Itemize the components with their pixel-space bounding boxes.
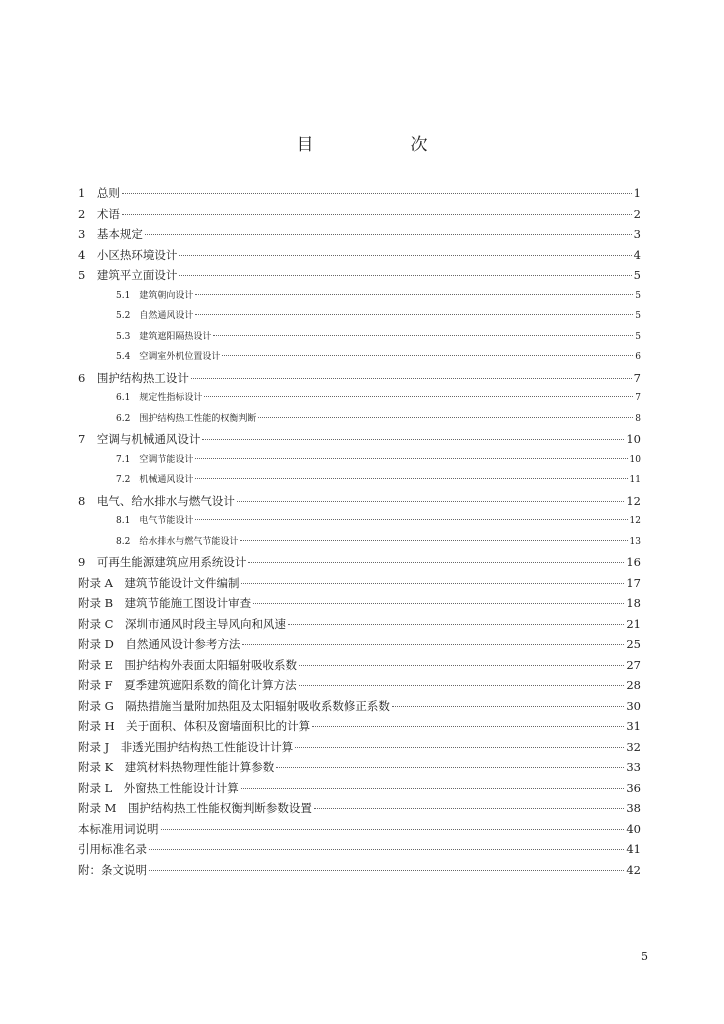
toc-entry[interactable] (78, 388, 641, 409)
toc-entry[interactable] (78, 470, 641, 491)
toc-entry[interactable] (78, 265, 641, 286)
toc-entry-page: 3 (633, 227, 641, 241)
toc-entry-label: 附录 G 隔热措施当量附加热阻及太阳辐射吸收系数修正系数 (78, 698, 390, 713)
dot-leader (299, 685, 625, 686)
dot-leader (195, 519, 627, 520)
dot-leader (314, 808, 624, 809)
toc-entry-page: 2 (633, 206, 641, 221)
dot-leader (288, 624, 624, 625)
toc-entry[interactable] (78, 450, 641, 471)
toc-entry[interactable] (78, 839, 641, 860)
dot-leader (149, 870, 624, 871)
toc-entry[interactable] (78, 245, 641, 266)
toc-entry[interactable] (78, 737, 641, 758)
toc-entry[interactable] (78, 429, 641, 450)
toc-entry-page: 30 (626, 698, 641, 713)
dot-leader (276, 767, 624, 768)
toc-entry-label: 9 可再生能源建筑应用系统设计 (78, 555, 247, 569)
toc-entry[interactable] (78, 532, 641, 553)
toc-entry-label: 5.2 自然通风设计 (116, 311, 194, 321)
dot-leader (145, 234, 632, 235)
toc-entry[interactable] (78, 675, 641, 696)
toc-entry-page: 10 (626, 432, 641, 446)
toc-entry[interactable] (78, 655, 641, 676)
toc-entry[interactable] (78, 306, 641, 327)
page-title: 目 次 (296, 135, 468, 155)
toc-entry[interactable] (78, 860, 641, 881)
toc-entry[interactable] (78, 778, 641, 799)
toc-entry-page: 5 (635, 331, 641, 342)
dot-leader (253, 603, 624, 604)
toc-entry-label: 2 术语 (78, 206, 120, 221)
toc-entry-page: 13 (629, 536, 641, 547)
toc-entry-page: 6 (635, 352, 641, 362)
toc-entry-label: 附录 M 围护结构热工性能权衡判断参数设置 (78, 801, 312, 815)
toc-entry-page: 5 (635, 311, 641, 321)
dot-leader (195, 294, 633, 295)
toc-entry-label: 6 围护结构热工设计 (78, 370, 189, 385)
toc-entry-label: 附录 L 外窗热工性能设计计算 (78, 780, 239, 795)
toc-entry-label: 3 基本规定 (78, 227, 143, 241)
toc-entry-page: 33 (626, 760, 641, 774)
toc-entry[interactable] (78, 634, 641, 655)
dot-leader (312, 726, 624, 727)
dot-leader (237, 501, 625, 502)
dot-leader (122, 193, 632, 194)
table-of-contents (78, 183, 641, 880)
toc-entry-label: 引用标准名录 (78, 842, 147, 856)
toc-entry-page: 21 (626, 616, 641, 631)
toc-entry[interactable] (78, 593, 641, 614)
toc-entry-label: 附录 H 关于面积、体积及窗墙面积比的计算 (78, 719, 311, 733)
toc-entry[interactable] (78, 552, 641, 573)
dot-leader (195, 314, 633, 315)
dot-leader (195, 478, 627, 479)
toc-entry-label: 6.1 规定性指标设计 (116, 393, 203, 403)
dot-leader (195, 458, 627, 459)
dot-leader (299, 665, 624, 666)
toc-entry-page: 25 (626, 637, 641, 651)
dot-leader (122, 214, 632, 215)
toc-entry-label: 8.2 给水排水与燃气节能设计 (116, 536, 239, 547)
toc-entry-label: 7.1 空调节能设计 (116, 454, 194, 465)
toc-entry[interactable] (78, 716, 641, 737)
dot-leader (202, 439, 624, 440)
toc-entry[interactable] (78, 573, 641, 594)
dot-leader (213, 335, 633, 336)
toc-entry[interactable] (78, 224, 641, 245)
toc-entry-page: 31 (626, 719, 641, 733)
toc-entry-page: 12 (626, 493, 641, 508)
toc-entry-label: 附录 A 建筑节能设计文件编制 (78, 575, 240, 590)
toc-entry-page: 16 (626, 555, 641, 569)
toc-entry[interactable] (78, 614, 641, 635)
toc-entry-label: 附：条文说明 (78, 862, 147, 877)
dot-leader (241, 583, 624, 584)
toc-entry-label: 附录 J 非透光围护结构热工性能设计计算 (78, 739, 294, 754)
toc-entry-page: 4 (633, 247, 641, 262)
toc-entry[interactable] (78, 183, 641, 204)
toc-entry-label: 8 电气、给水排水与燃气设计 (78, 493, 235, 508)
toc-entry-label: 6.2 围护结构热工性能的权衡判断 (116, 413, 257, 424)
toc-entry-label: 7 空调与机械通风设计 (78, 432, 201, 446)
toc-entry[interactable] (78, 757, 641, 778)
dot-leader (161, 829, 625, 830)
toc-entry-label: 本标准用词说明 (78, 821, 159, 836)
toc-entry-label: 附录 C 深圳市通风时段主导风向和风速 (78, 616, 286, 631)
toc-entry-page: 8 (635, 413, 641, 424)
toc-entry-page: 5 (633, 268, 641, 282)
toc-entry[interactable] (78, 204, 641, 225)
dot-leader (179, 275, 631, 276)
toc-entry-label: 附录 B 建筑节能施工图设计审查 (78, 596, 252, 610)
toc-entry-page: 11 (629, 475, 641, 485)
toc-entry-page: 1 (633, 186, 641, 200)
toc-entry-label: 附录 D 自然通风设计参考方法 (78, 637, 241, 651)
toc-entry-page: 28 (626, 678, 641, 692)
toc-entry-page: 32 (626, 739, 641, 754)
toc-entry-page: 27 (626, 657, 641, 672)
toc-entry-label: 5.3 建筑遮阳隔热设计 (116, 331, 212, 342)
toc-entry-page: 18 (626, 596, 641, 610)
toc-entry[interactable] (78, 696, 641, 717)
dot-leader (240, 540, 627, 541)
dot-leader (248, 562, 624, 563)
dot-leader (258, 417, 633, 418)
dot-leader (242, 644, 624, 645)
toc-entry-page: 5 (635, 290, 641, 301)
toc-entry[interactable] (78, 491, 641, 512)
toc-entry-page: 10 (629, 454, 641, 465)
toc-entry[interactable] (78, 409, 641, 430)
toc-entry-page: 17 (626, 575, 641, 590)
toc-entry-page: 40 (626, 821, 641, 836)
toc-entry-label: 8.1 电气节能设计 (116, 516, 194, 526)
toc-entry-label: 5.1 建筑朝向设计 (116, 290, 194, 301)
page-number: 5 (641, 950, 648, 963)
toc-entry-label: 1 总则 (78, 186, 120, 200)
toc-entry-label: 附录 F 夏季建筑遮阳系数的简化计算方法 (78, 678, 297, 692)
toc-entry-page: 7 (633, 370, 641, 385)
dot-leader (204, 396, 633, 397)
toc-entry-page: 12 (629, 516, 641, 526)
toc-entry-page: 42 (626, 862, 641, 877)
toc-entry-label: 附录 E 围护结构外表面太阳辐射吸收系数 (78, 657, 298, 672)
toc-entry-label: 7.2 机械通风设计 (116, 475, 194, 485)
toc-entry[interactable] (78, 819, 641, 840)
dot-leader (179, 255, 631, 256)
toc-entry-label: 附录 K 建筑材料热物理性能计算参数 (78, 760, 275, 774)
toc-entry[interactable] (78, 327, 641, 348)
toc-entry-page: 36 (626, 780, 641, 795)
toc-entry-page: 41 (626, 842, 641, 856)
toc-entry-label: 5.4 空调室外机位置设计 (116, 352, 221, 362)
dot-leader (241, 788, 625, 789)
dot-leader (222, 355, 633, 356)
toc-entry[interactable] (78, 798, 641, 819)
dot-leader (392, 706, 625, 707)
toc-entry[interactable] (78, 511, 641, 532)
toc-entry-page: 7 (635, 393, 641, 403)
toc-entry[interactable] (78, 347, 641, 368)
toc-entry[interactable] (78, 286, 641, 307)
dot-leader (295, 747, 624, 748)
dot-leader (149, 849, 624, 850)
toc-entry-page: 38 (626, 801, 641, 815)
toc-entry[interactable] (78, 368, 641, 389)
dot-leader (191, 378, 632, 379)
toc-entry-label: 4 小区热环境设计 (78, 247, 178, 262)
toc-entry-label: 5 建筑平立面设计 (78, 268, 178, 282)
